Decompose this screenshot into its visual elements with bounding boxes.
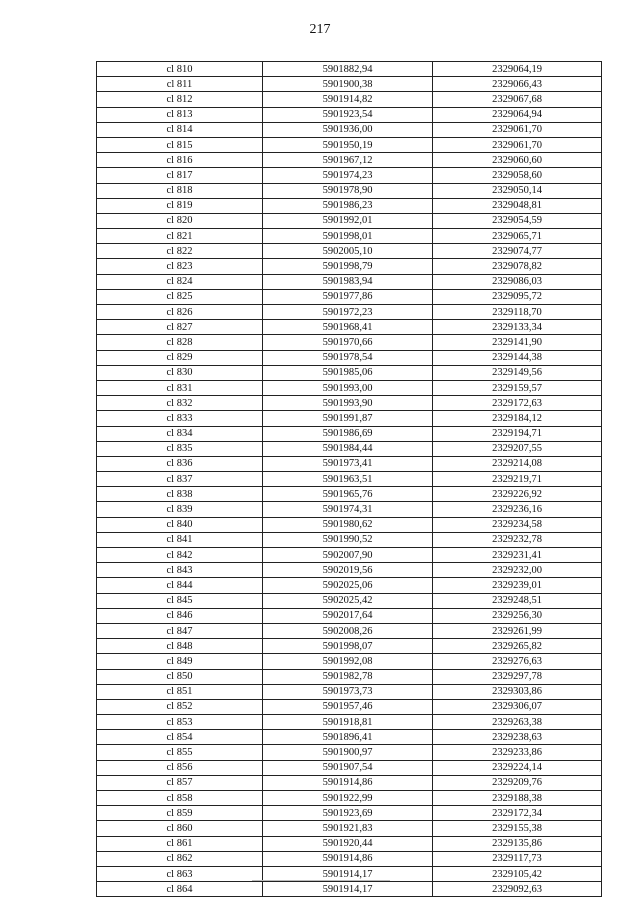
y-coordinate-cell: 2329141,90 xyxy=(433,335,602,350)
point-id-cell: cl 829 xyxy=(97,350,263,365)
table-row xyxy=(97,122,602,137)
table-row xyxy=(97,411,602,426)
x-coordinate-cell: 5901974,23 xyxy=(263,168,433,183)
x-coordinate-cell: 5901914,82 xyxy=(263,92,433,107)
point-id-cell: cl 813 xyxy=(97,107,263,122)
y-coordinate-cell: 2329233,86 xyxy=(433,745,602,760)
table-row xyxy=(97,775,602,790)
y-coordinate-cell: 2329061,70 xyxy=(433,122,602,137)
table-row xyxy=(97,517,602,532)
table-row xyxy=(97,851,602,866)
table-row xyxy=(97,699,602,714)
x-coordinate-cell: 5901978,54 xyxy=(263,350,433,365)
x-coordinate-cell: 5901974,31 xyxy=(263,502,433,517)
point-id-cell: cl 842 xyxy=(97,548,263,563)
point-id-cell: cl 849 xyxy=(97,654,263,669)
table-row xyxy=(97,365,602,380)
x-coordinate-cell: 5901992,01 xyxy=(263,213,433,228)
point-id-cell: cl 864 xyxy=(97,882,263,897)
table-row xyxy=(97,426,602,441)
y-coordinate-cell: 2329184,12 xyxy=(433,411,602,426)
y-coordinate-cell: 2329086,03 xyxy=(433,274,602,289)
point-id-cell: cl 810 xyxy=(97,62,263,77)
point-id-cell: cl 811 xyxy=(97,77,263,92)
table-row xyxy=(97,760,602,775)
table-row xyxy=(97,532,602,547)
point-id-cell: cl 841 xyxy=(97,532,263,547)
table-row xyxy=(97,487,602,502)
y-coordinate-cell: 2329159,57 xyxy=(433,380,602,395)
table-row xyxy=(97,715,602,730)
y-coordinate-cell: 2329263,38 xyxy=(433,715,602,730)
y-coordinate-cell: 2329239,01 xyxy=(433,578,602,593)
y-coordinate-cell: 2329306,07 xyxy=(433,699,602,714)
y-coordinate-cell: 2329236,16 xyxy=(433,502,602,517)
point-id-cell: cl 831 xyxy=(97,380,263,395)
point-id-cell: cl 850 xyxy=(97,669,263,684)
table-row xyxy=(97,305,602,320)
table-row xyxy=(97,563,602,578)
x-coordinate-cell: 5901978,90 xyxy=(263,183,433,198)
y-coordinate-cell: 2329226,92 xyxy=(433,487,602,502)
table-row xyxy=(97,92,602,107)
x-coordinate-cell: 5901980,62 xyxy=(263,517,433,532)
x-coordinate-cell: 5902007,90 xyxy=(263,548,433,563)
point-id-cell: cl 812 xyxy=(97,92,263,107)
x-coordinate-cell: 5902017,64 xyxy=(263,608,433,623)
table-row xyxy=(97,137,602,152)
point-id-cell: cl 844 xyxy=(97,578,263,593)
x-coordinate-cell: 5901900,38 xyxy=(263,77,433,92)
y-coordinate-cell: 2329234,58 xyxy=(433,517,602,532)
point-id-cell: cl 832 xyxy=(97,396,263,411)
y-coordinate-cell: 2329048,81 xyxy=(433,198,602,213)
point-id-cell: cl 847 xyxy=(97,623,263,638)
point-id-cell: cl 853 xyxy=(97,715,263,730)
point-id-cell: cl 845 xyxy=(97,593,263,608)
x-coordinate-cell: 5901968,41 xyxy=(263,320,433,335)
y-coordinate-cell: 2329209,76 xyxy=(433,775,602,790)
y-coordinate-cell: 2329074,77 xyxy=(433,244,602,259)
point-id-cell: cl 848 xyxy=(97,639,263,654)
table-row xyxy=(97,502,602,517)
x-coordinate-cell: 5901984,44 xyxy=(263,441,433,456)
table-row xyxy=(97,806,602,821)
y-coordinate-cell: 2329144,38 xyxy=(433,350,602,365)
x-coordinate-cell: 5901972,23 xyxy=(263,305,433,320)
x-coordinate-cell: 5901991,87 xyxy=(263,411,433,426)
y-coordinate-cell: 2329214,08 xyxy=(433,456,602,471)
table-row xyxy=(97,836,602,851)
y-coordinate-cell: 2329231,41 xyxy=(433,548,602,563)
table-row xyxy=(97,639,602,654)
y-coordinate-cell: 2329219,71 xyxy=(433,472,602,487)
x-coordinate-cell: 5901923,69 xyxy=(263,806,433,821)
y-coordinate-cell: 2329067,68 xyxy=(433,92,602,107)
x-coordinate-cell: 5901973,73 xyxy=(263,684,433,699)
point-id-cell: cl 837 xyxy=(97,472,263,487)
coordinates-table xyxy=(96,61,602,897)
table-row xyxy=(97,198,602,213)
bottom-divider xyxy=(252,880,390,881)
point-id-cell: cl 821 xyxy=(97,229,263,244)
x-coordinate-cell: 5901914,86 xyxy=(263,851,433,866)
y-coordinate-cell: 2329117,73 xyxy=(433,851,602,866)
y-coordinate-cell: 2329133,34 xyxy=(433,320,602,335)
x-coordinate-cell: 5902025,06 xyxy=(263,578,433,593)
x-coordinate-cell: 5901950,19 xyxy=(263,137,433,152)
point-id-cell: cl 834 xyxy=(97,426,263,441)
point-id-cell: cl 816 xyxy=(97,153,263,168)
point-id-cell: cl 819 xyxy=(97,198,263,213)
point-id-cell: cl 838 xyxy=(97,487,263,502)
y-coordinate-cell: 2329172,34 xyxy=(433,806,602,821)
y-coordinate-cell: 2329194,71 xyxy=(433,426,602,441)
y-coordinate-cell: 2329095,72 xyxy=(433,289,602,304)
x-coordinate-cell: 5901970,66 xyxy=(263,335,433,350)
y-coordinate-cell: 2329207,55 xyxy=(433,441,602,456)
point-id-cell: cl 858 xyxy=(97,791,263,806)
point-id-cell: cl 854 xyxy=(97,730,263,745)
x-coordinate-cell: 5901998,01 xyxy=(263,229,433,244)
table-row xyxy=(97,745,602,760)
y-coordinate-cell: 2329092,63 xyxy=(433,882,602,897)
x-coordinate-cell: 5901998,79 xyxy=(263,259,433,274)
y-coordinate-cell: 2329135,86 xyxy=(433,836,602,851)
table-row xyxy=(97,654,602,669)
table-row xyxy=(97,77,602,92)
x-coordinate-cell: 5901982,78 xyxy=(263,669,433,684)
point-id-cell: cl 843 xyxy=(97,563,263,578)
x-coordinate-cell: 5901993,90 xyxy=(263,396,433,411)
point-id-cell: cl 815 xyxy=(97,137,263,152)
point-id-cell: cl 836 xyxy=(97,456,263,471)
table-row xyxy=(97,821,602,836)
x-coordinate-cell: 5901918,81 xyxy=(263,715,433,730)
point-id-cell: cl 822 xyxy=(97,244,263,259)
point-id-cell: cl 857 xyxy=(97,775,263,790)
y-coordinate-cell: 2329232,78 xyxy=(433,532,602,547)
x-coordinate-cell: 5901921,83 xyxy=(263,821,433,836)
y-coordinate-cell: 2329060,60 xyxy=(433,153,602,168)
table-row xyxy=(97,791,602,806)
point-id-cell: cl 818 xyxy=(97,183,263,198)
x-coordinate-cell: 5901920,44 xyxy=(263,836,433,851)
point-id-cell: cl 827 xyxy=(97,320,263,335)
x-coordinate-cell: 5901967,12 xyxy=(263,153,433,168)
y-coordinate-cell: 2329078,82 xyxy=(433,259,602,274)
x-coordinate-cell: 5901973,41 xyxy=(263,456,433,471)
point-id-cell: cl 862 xyxy=(97,851,263,866)
table-row xyxy=(97,183,602,198)
point-id-cell: cl 814 xyxy=(97,122,263,137)
point-id-cell: cl 860 xyxy=(97,821,263,836)
table-row xyxy=(97,396,602,411)
table-row xyxy=(97,229,602,244)
x-coordinate-cell: 5901957,46 xyxy=(263,699,433,714)
point-id-cell: cl 861 xyxy=(97,836,263,851)
y-coordinate-cell: 2329303,86 xyxy=(433,684,602,699)
point-id-cell: cl 817 xyxy=(97,168,263,183)
table-row xyxy=(97,623,602,638)
table-row xyxy=(97,168,602,183)
table-row xyxy=(97,684,602,699)
y-coordinate-cell: 2329276,63 xyxy=(433,654,602,669)
x-coordinate-cell: 5901907,54 xyxy=(263,760,433,775)
point-id-cell: cl 855 xyxy=(97,745,263,760)
point-id-cell: cl 856 xyxy=(97,760,263,775)
point-id-cell: cl 835 xyxy=(97,441,263,456)
table-row xyxy=(97,548,602,563)
point-id-cell: cl 820 xyxy=(97,213,263,228)
table-row xyxy=(97,441,602,456)
table-row xyxy=(97,320,602,335)
y-coordinate-cell: 2329066,43 xyxy=(433,77,602,92)
table-row xyxy=(97,335,602,350)
table-row xyxy=(97,456,602,471)
x-coordinate-cell: 5901914,17 xyxy=(263,866,433,881)
table-row xyxy=(97,244,602,259)
table-row xyxy=(97,107,602,122)
y-coordinate-cell: 2329064,94 xyxy=(433,107,602,122)
y-coordinate-cell: 2329188,38 xyxy=(433,791,602,806)
x-coordinate-cell: 5902008,26 xyxy=(263,623,433,638)
point-id-cell: cl 846 xyxy=(97,608,263,623)
table-row xyxy=(97,472,602,487)
y-coordinate-cell: 2329105,42 xyxy=(433,866,602,881)
coordinates-table-body xyxy=(97,62,602,897)
y-coordinate-cell: 2329265,82 xyxy=(433,639,602,654)
y-coordinate-cell: 2329118,70 xyxy=(433,305,602,320)
x-coordinate-cell: 5901936,00 xyxy=(263,122,433,137)
y-coordinate-cell: 2329054,59 xyxy=(433,213,602,228)
y-coordinate-cell: 2329256,30 xyxy=(433,608,602,623)
x-coordinate-cell: 5901983,94 xyxy=(263,274,433,289)
x-coordinate-cell: 5901882,94 xyxy=(263,62,433,77)
x-coordinate-cell: 5901900,97 xyxy=(263,745,433,760)
point-id-cell: cl 833 xyxy=(97,411,263,426)
table-row xyxy=(97,153,602,168)
y-coordinate-cell: 2329149,56 xyxy=(433,365,602,380)
x-coordinate-cell: 5901990,52 xyxy=(263,532,433,547)
table-row xyxy=(97,669,602,684)
y-coordinate-cell: 2329172,63 xyxy=(433,396,602,411)
x-coordinate-cell: 5902025,42 xyxy=(263,593,433,608)
table-row xyxy=(97,213,602,228)
point-id-cell: cl 826 xyxy=(97,305,263,320)
x-coordinate-cell: 5901923,54 xyxy=(263,107,433,122)
y-coordinate-cell: 2329248,51 xyxy=(433,593,602,608)
point-id-cell: cl 863 xyxy=(97,866,263,881)
point-id-cell: cl 824 xyxy=(97,274,263,289)
y-coordinate-cell: 2329232,00 xyxy=(433,563,602,578)
x-coordinate-cell: 5901992,08 xyxy=(263,654,433,669)
point-id-cell: cl 839 xyxy=(97,502,263,517)
x-coordinate-cell: 5901896,41 xyxy=(263,730,433,745)
table-row xyxy=(97,882,602,897)
point-id-cell: cl 830 xyxy=(97,365,263,380)
table-row xyxy=(97,608,602,623)
x-coordinate-cell: 5902019,56 xyxy=(263,563,433,578)
table-row xyxy=(97,350,602,365)
point-id-cell: cl 823 xyxy=(97,259,263,274)
x-coordinate-cell: 5901914,17 xyxy=(263,882,433,897)
point-id-cell: cl 840 xyxy=(97,517,263,532)
x-coordinate-cell: 5901986,23 xyxy=(263,198,433,213)
x-coordinate-cell: 5901914,86 xyxy=(263,775,433,790)
y-coordinate-cell: 2329064,19 xyxy=(433,62,602,77)
x-coordinate-cell: 5901998,07 xyxy=(263,639,433,654)
table-row xyxy=(97,274,602,289)
x-coordinate-cell: 5901963,51 xyxy=(263,472,433,487)
page-number: 217 xyxy=(309,22,331,37)
y-coordinate-cell: 2329224,14 xyxy=(433,760,602,775)
table-row xyxy=(97,62,602,77)
coordinates-table-container xyxy=(96,61,601,897)
y-coordinate-cell: 2329261,99 xyxy=(433,623,602,638)
y-coordinate-cell: 2329050,14 xyxy=(433,183,602,198)
table-row xyxy=(97,593,602,608)
y-coordinate-cell: 2329297,78 xyxy=(433,669,602,684)
y-coordinate-cell: 2329058,60 xyxy=(433,168,602,183)
point-id-cell: cl 825 xyxy=(97,289,263,304)
x-coordinate-cell: 5901986,69 xyxy=(263,426,433,441)
x-coordinate-cell: 5902005,10 xyxy=(263,244,433,259)
x-coordinate-cell: 5901993,00 xyxy=(263,380,433,395)
y-coordinate-cell: 2329238,63 xyxy=(433,730,602,745)
x-coordinate-cell: 5901977,86 xyxy=(263,289,433,304)
y-coordinate-cell: 2329155,38 xyxy=(433,821,602,836)
y-coordinate-cell: 2329065,71 xyxy=(433,229,602,244)
y-coordinate-cell: 2329061,70 xyxy=(433,137,602,152)
point-id-cell: cl 828 xyxy=(97,335,263,350)
x-coordinate-cell: 5901922,99 xyxy=(263,791,433,806)
point-id-cell: cl 852 xyxy=(97,699,263,714)
x-coordinate-cell: 5901965,76 xyxy=(263,487,433,502)
point-id-cell: cl 859 xyxy=(97,806,263,821)
table-row xyxy=(97,259,602,274)
point-id-cell: cl 851 xyxy=(97,684,263,699)
table-row xyxy=(97,380,602,395)
table-row xyxy=(97,730,602,745)
table-row xyxy=(97,578,602,593)
x-coordinate-cell: 5901985,06 xyxy=(263,365,433,380)
table-row xyxy=(97,289,602,304)
